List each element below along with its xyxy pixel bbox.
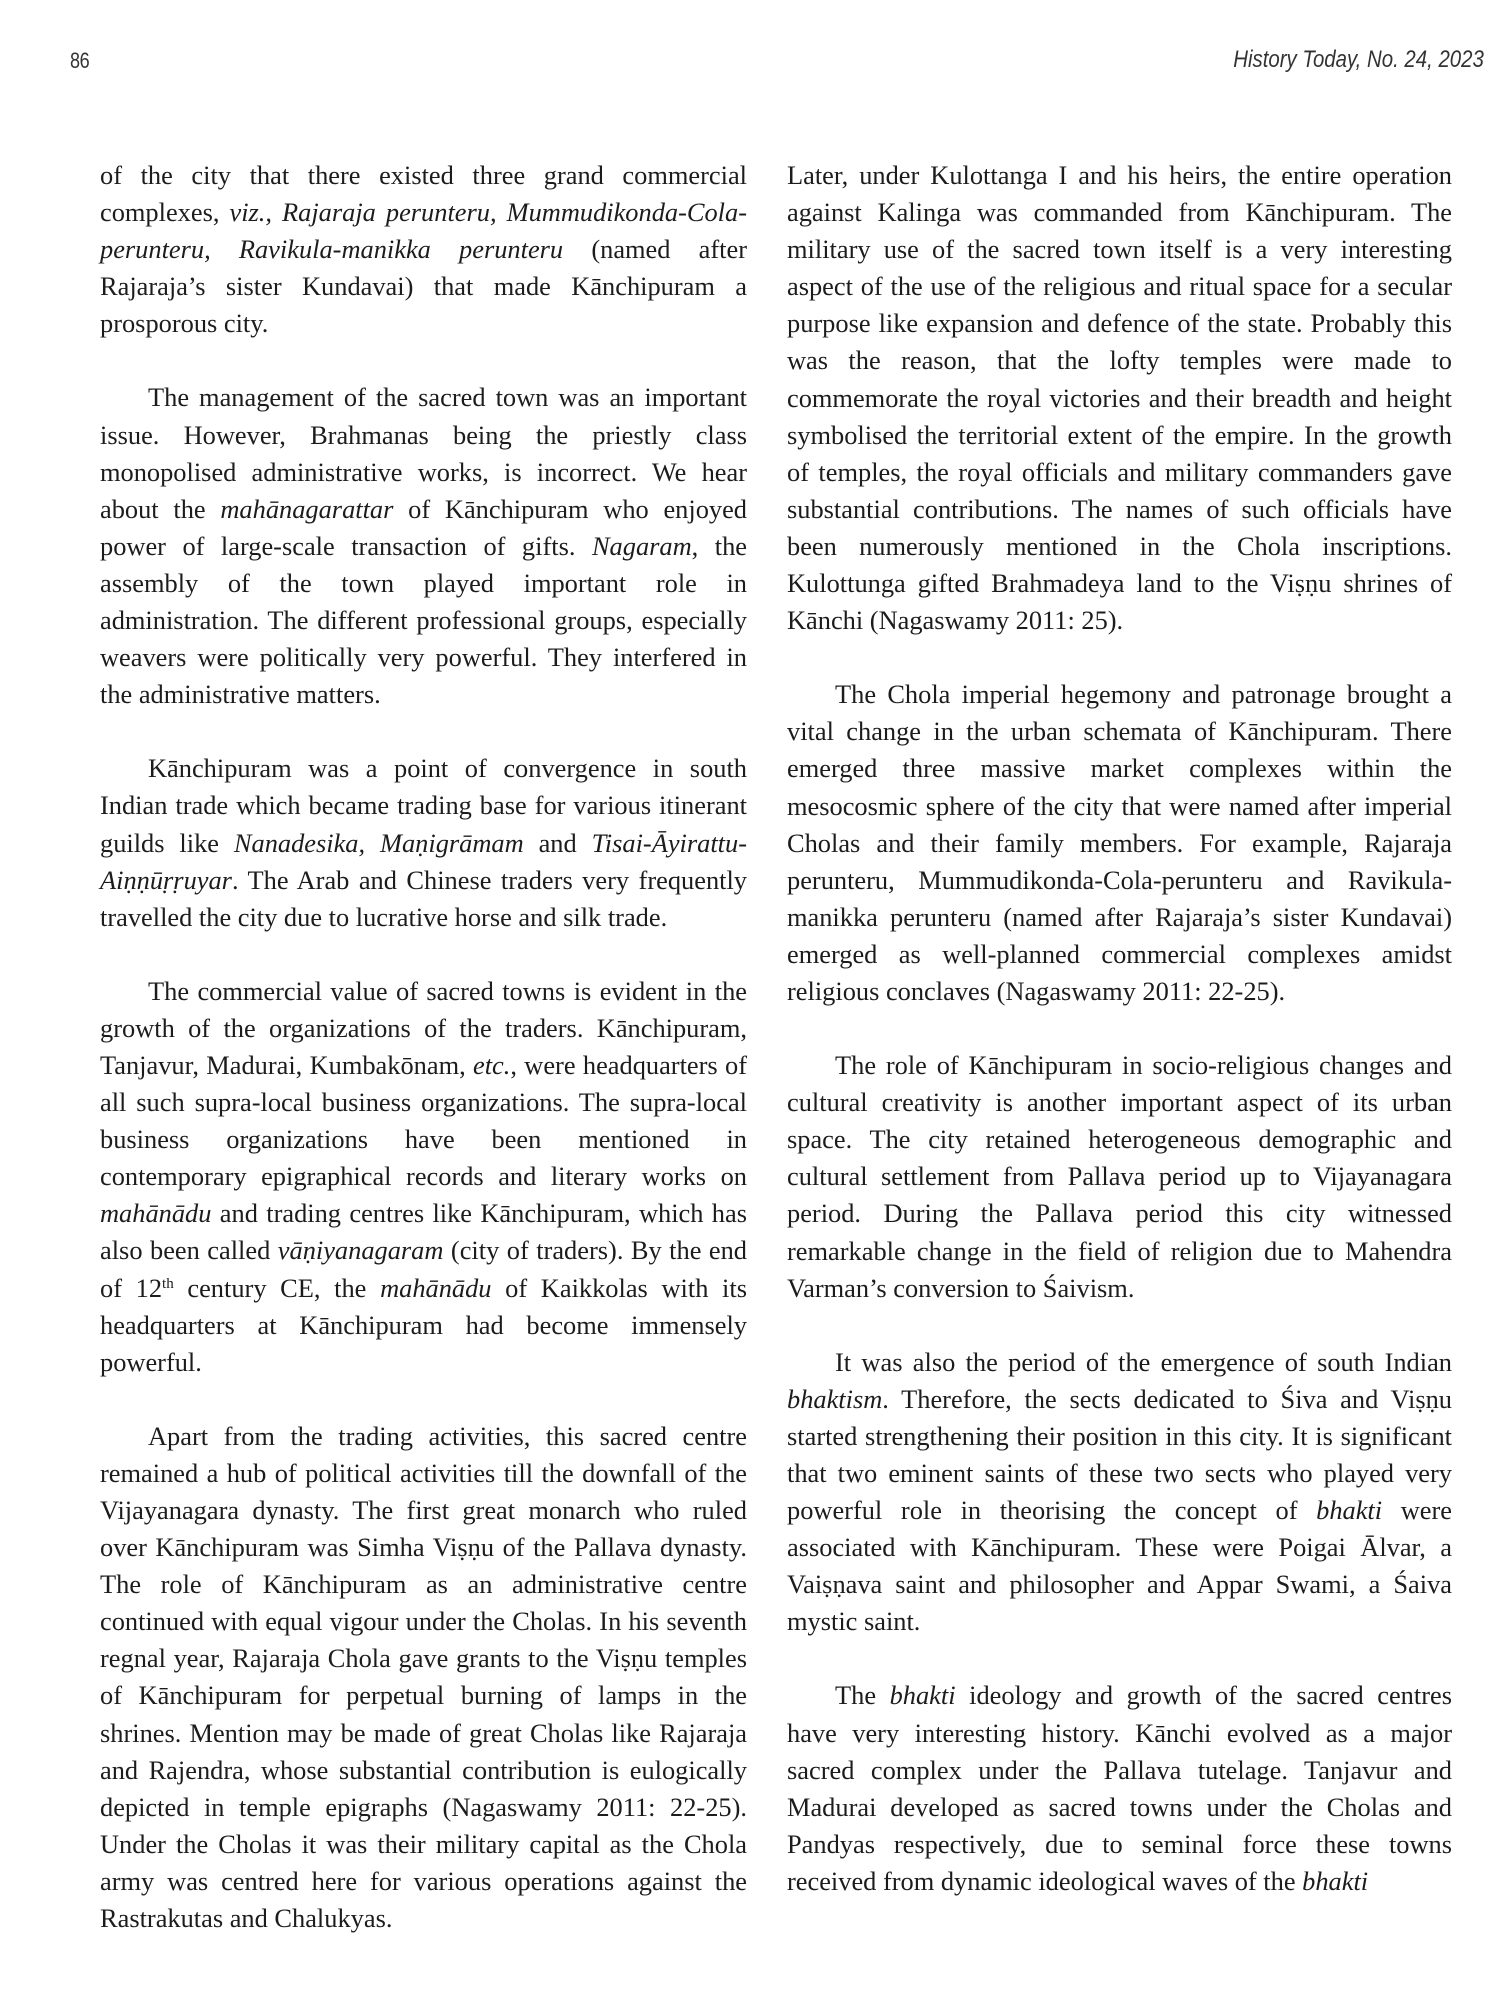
paragraph (787, 1047, 1452, 1307)
right-column (787, 157, 1452, 1900)
paragraph (787, 1344, 1452, 1641)
text-run: century CE, the (173, 1272, 381, 1303)
text-run: Apart from the trading activities, this sacred centre remained a hub of political activities till the downfall of the Vijayanagara dynasty. The first great monarch who ruled over Kānchipuram was Simha Viṣṇu of the Pallava dynasty. The role of Kānchipuram as an administrative centre continued with equal vigour under the Cholas. In his seventh regnal year, Rajaraja Chola gave grants to the Viṣṇu temples of Kānchipuram for perpetual burning of lamps in the shrines. Mention may be made of great Cholas like Rajaraja and Rajendra, whose substantial contribution is eulogically depicted in temple epigraphs (Nagaswamy 2011: 22-25). Under the Cholas it was their military capital as the Chola army was centred here for various operations against the Rastrakutas and Chalukyas. (100, 1420, 747, 1934)
text-run: It was also the period of the emergence of south Indian (835, 1346, 1452, 1377)
italic-term: mahānagarattar (220, 493, 394, 524)
text-run: The (835, 1680, 890, 1711)
paragraph (100, 750, 747, 935)
text-run: Kānchipuram was a point of convergence in south Indian trade which became trading base for various itinerant guilds like (100, 753, 747, 858)
superscript: th (162, 1275, 174, 1292)
left-column (100, 157, 747, 1937)
paragraph (787, 157, 1452, 639)
italic-term: etc. (473, 1049, 511, 1080)
text-run: . The Arab and Chinese traders very frequently travelled the city due to lucrative horse and silk trade. (100, 864, 747, 932)
text-run: of Kānchipuram who enjoyed power of large-scale transaction of gifts. (100, 493, 747, 561)
italic-term: bhakti (1302, 1865, 1369, 1896)
text-run: , the assembly of the town played important role in administration. The different professional groups, especially weavers were politically very powerful. They interfered in the administrative matters. (100, 530, 747, 710)
italic-term: viz., Rajaraja perunteru, Mummudikonda-Cola-perunteru, Ravikula-manikka perunteru (100, 197, 747, 265)
text-run: were associated with Kānchipuram. These were Poigai Ālvar, a Vaiṣṇava saint and philosopher and Appar Swami, a Śaiva mystic saint. (787, 1495, 1453, 1637)
italic-term: bhakti (889, 1680, 956, 1711)
italic-term: Nagaram (591, 530, 692, 561)
italic-term: bhaktism (787, 1383, 883, 1414)
italic-term: Nanadesika, Maṇigrāmam (233, 827, 524, 858)
italic-term: mahānādu (100, 1198, 212, 1229)
italic-term: mahānādu (380, 1272, 492, 1303)
text-run: and (523, 827, 592, 858)
paragraph (787, 676, 1452, 1010)
text-run: (city of traders). By the end of 12 (100, 1235, 748, 1303)
text-run: . Therefore, the sects dedicated to Śiva and Viṣṇu started strengthening their position in this city. It is significant that two eminent saints of these two sects who played very powerful role in theorising the concept of (787, 1383, 1452, 1526)
paragraph (100, 973, 747, 1381)
italic-term: Tisai-Āyirattu-Aiṇṇūṛṛuyar (100, 827, 747, 895)
running-head: History Today, No. 24, 2023 (1233, 46, 1484, 73)
italic-term: bhakti (1316, 1495, 1383, 1526)
text-run: ideology and growth of the sacred centres have very interesting history. Kānchi evolved as a major sacred complex under the Pallava tutelage. Tanjavur and Madurai developed as sacred towns under the Cholas and Pandyas respectively, due to seminal force these towns received from dynamic ideological waves of the (787, 1680, 1452, 1896)
text-run: and trading centres like Kānchipuram, which has also been called (100, 1198, 747, 1266)
text-run: The commercial value of sacred towns is evident in the growth of the organizations of the traders. Kānchipuram, Tanjavur, Madurai, Kumbakōnam, (100, 975, 747, 1080)
text-run: of Kaikkolas with its headquarters at Kānchipuram had become immensely powerful. (100, 1272, 747, 1377)
page-number: 86 (70, 48, 90, 73)
paragraph (787, 1677, 1452, 1900)
text-run: , were headquarters of all such supra-local business organizations. The supra-local business organizations have been mentioned in contemporary epigraphical records and literary works on (100, 1049, 747, 1192)
text-run: The Chola imperial hegemony and patronage brought a vital change in the urban schemata of Kānchipuram. There emerged three massive market complexes within the mesocosmic sphere of the city that were named after imperial Cholas and their family members. For example, Rajaraja perunteru, Mummudikonda-Cola-perunteru and Ravikula-manikka perunteru (named after Rajaraja’s sister Kundavai) emerged as well-planned commercial complexes amidst religious conclaves (Nagaswamy 2011: 22-25). (787, 679, 1452, 1006)
paragraph (100, 157, 747, 342)
text-run: Later, under Kulottanga I and his heirs, the entire operation against Kalinga was commanded from Kānchipuram. The military use of the sacred town itself is a very interesting aspect of the use of the religious and ritual space for a secular purpose like expansion and defence of the state. Probably this was the reason, that the lofty temples were made to commemorate the royal victories and their breadth and height symbolised the territorial extent of the empire. In the growth of temples, the royal officials and military commanders gave substantial contributions. The names of such officials have been numerously mentioned in the Chola inscriptions. Kulottunga gifted Brahmadeya land to the Viṣṇu shrines of Kānchi (Nagaswamy 2011: 25). (787, 160, 1452, 636)
text-run: The management of the sacred town was an important issue. However, Brahmanas being the priestly class monopolised administrative works, is incorrect. We hear about the (100, 382, 747, 524)
text-run: The role of Kānchipuram in socio-religious changes and cultural creativity is another important aspect of its urban space. The city retained heterogeneous demographic and cultural settlement from Pallava period up to Vijayanagara period. During the Pallava period this city witnessed remarkable change in the field of religion due to Mahendra Varman’s conversion to Śaivism. (787, 1050, 1452, 1303)
paragraph (100, 379, 747, 713)
italic-term: vāṇiyanagaram (277, 1235, 444, 1266)
text-run: of the city that there existed three grand commercial complexes, (100, 160, 747, 228)
text-run: (named after Rajaraja’s sister Kundavai) that made Kānchipuram a prosporous city. (100, 234, 747, 339)
paragraph (100, 1418, 747, 1937)
